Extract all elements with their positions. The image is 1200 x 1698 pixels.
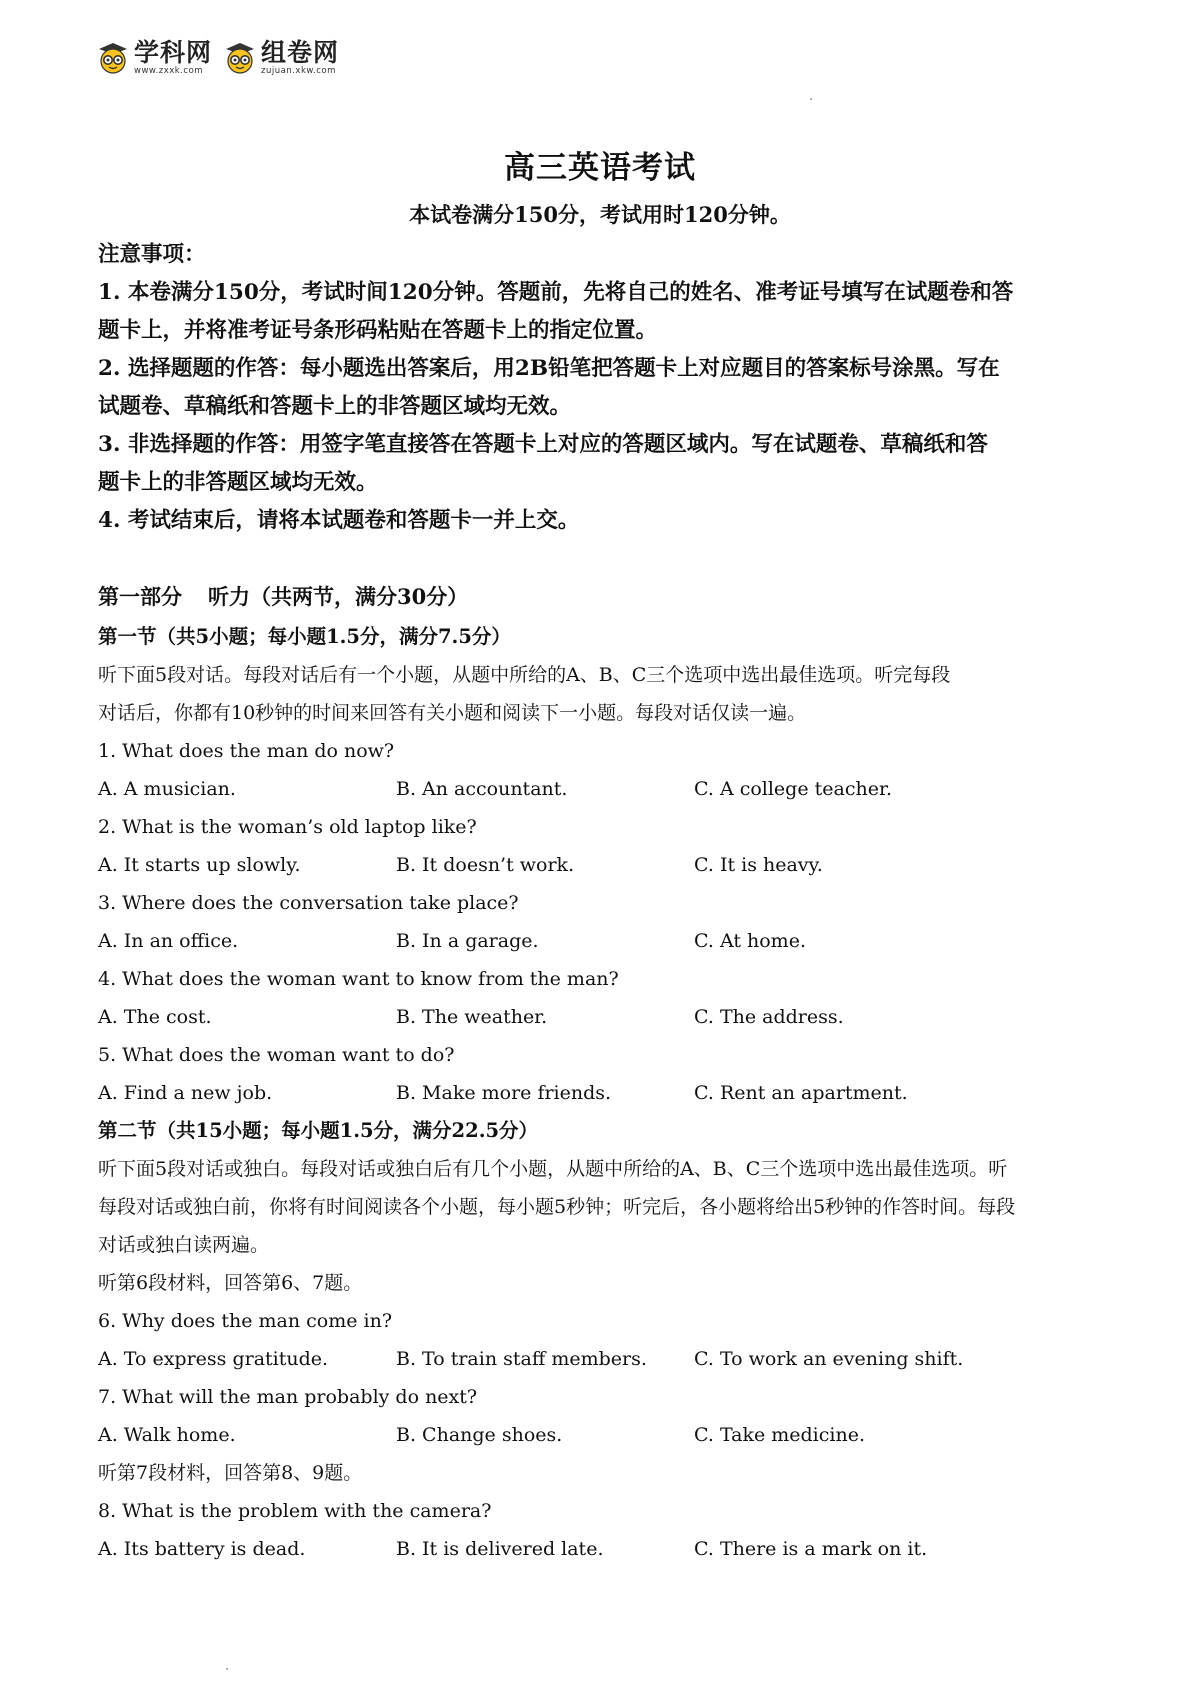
notes-heading: 注意事项： [98,242,206,267]
question-stem: 5. What does the woman want to do? [98,1044,455,1066]
option-c: C. Rent an apartment. [694,1082,908,1104]
question-options [98,922,1110,960]
option-a: A. Walk home. [98,1424,236,1446]
notes-line: 2. 选择题题的作答：每小题选出答案后，用2B铅笔把答题卡上对应题目的答案标号涂黑。写在 [98,356,1000,381]
question-options [98,998,1110,1036]
option-a: A. A musician. [98,778,236,800]
question-stem: 6. Why does the man come in? [98,1310,392,1332]
option-a: A. It starts up slowly. [98,854,301,876]
option-c: C. Take medicine. [694,1424,865,1446]
material-note: 听第7段材料，回答第8、9题。 [98,1462,363,1484]
question-stem: 8. What is the problem with the camera? [98,1500,492,1522]
section2-instruction: 每段对话或独白前，你将有时间阅读各个小题，每小题5秒钟；听完后，各小题将给出5秒钟的作答时间。每段 [98,1196,1016,1218]
part-title: 听力（共两节，满分30分） [208,584,469,609]
scan-dot [810,98,812,100]
question-options [98,1416,1110,1454]
option-b: B. Make more friends. [396,1082,612,1104]
scan-dot [226,1668,228,1670]
question-stem: 3. Where does the conversation take place? [98,892,519,914]
listening-part [98,576,1110,1568]
logo-url: zujuan.xkw.com [261,66,336,76]
part-heading [98,576,1110,618]
section2-heading: 第二节（共15小题；每小题1.5分，满分22.5分） [98,1119,539,1142]
mascot-face-icon [222,40,258,76]
notes-line: 题卡上的非答题区域均无效。 [98,470,378,495]
question-options [98,1530,1110,1568]
option-c: C. The address. [694,1006,844,1028]
question-stem: 2. What is the woman’s old laptop like? [98,816,477,838]
notes-line: 1. 本卷满分150分，考试时间120分钟。答题前，先将自己的姓名、准考证号填写在试题卷和答 [98,280,1014,305]
option-c: C. A college teacher. [694,778,892,800]
option-b: B. An accountant. [396,778,568,800]
option-a: A. In an office. [98,930,239,952]
section2-instruction: 听下面5段对话或独白。每段对话或独白后有几个小题，从题中所给的A、B、C三个选项中选出最佳选项。听 [98,1158,1008,1180]
question-options [98,1074,1110,1112]
section1-heading: 第一节（共5小题；每小题1.5分，满分7.5分） [98,625,511,648]
question-options [98,770,1110,808]
exam-title: 高三英语考试 [504,150,696,186]
logo-name: 组卷网 [261,38,340,67]
exam-notes [98,236,1110,540]
question-options [98,1340,1110,1378]
exam-subtitle: 本试卷满分150分，考试用时120分钟。 [409,202,791,227]
part-label: 第一部分 [98,584,182,609]
xuekewang-logo [95,40,212,76]
option-b: B. Change shoes. [396,1424,563,1446]
question-stem: 1. What does the man do now? [98,740,395,762]
question-options [98,846,1110,884]
option-a: A. To express gratitude. [98,1348,329,1370]
option-c: C. To work an evening shift. [694,1348,964,1370]
option-b: B. It doesn’t work. [396,854,575,876]
zujuanwang-logo [222,40,339,76]
mascot-face-icon [95,40,131,76]
option-c: C. There is a mark on it. [694,1538,928,1560]
header-logos [95,34,349,82]
option-b: B. To train staff members. [396,1348,647,1370]
question-stem: 7. What will the man probably do next? [98,1386,478,1408]
option-a: A. Its battery is dead. [98,1538,306,1560]
option-b: B. In a garage. [396,930,539,952]
notes-line: 题卡上，并将准考证号条形码粘贴在答题卡上的指定位置。 [98,318,658,343]
option-c: C. It is heavy. [694,854,823,876]
option-a: A. Find a new job. [98,1082,273,1104]
option-c: C. At home. [694,930,806,952]
section1-instruction: 对话后，你都有10秒钟的时间来回答有关小题和阅读下一小题。每段对话仅读一遍。 [98,702,807,724]
section1-instruction: 听下面5段对话。每段对话后有一个小题，从题中所给的A、B、C三个选项中选出最佳选项。听完每段 [98,664,951,686]
logo-url: www.zxxk.com [134,66,204,76]
question-stem: 4. What does the woman want to know from the man? [98,968,619,990]
option-a: A. The cost. [98,1006,212,1028]
option-b: B. The weather. [396,1006,548,1028]
option-b: B. It is delivered late. [396,1538,604,1560]
logo-name: 学科网 [134,38,213,67]
notes-line: 3. 非选择题的作答：用签字笔直接答在答题卡上对应的答题区域内。写在试题卷、草稿纸和答 [98,432,988,457]
material-note: 听第6段材料，回答第6、7题。 [98,1272,363,1294]
notes-line: 试题卷、草稿纸和答题卡上的非答题区域均无效。 [98,394,572,419]
section2-instruction: 对话或独白读两遍。 [98,1234,270,1256]
notes-line: 4. 考试结束后，请将本试题卷和答题卡一并上交。 [98,508,580,533]
